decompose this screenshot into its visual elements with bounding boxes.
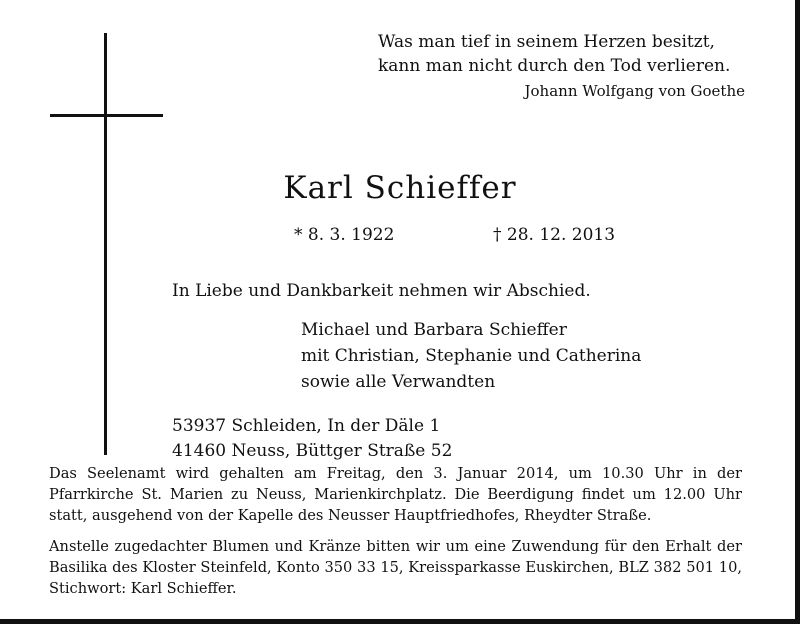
deceased-name: Karl Schieffer bbox=[283, 170, 517, 206]
cross-vertical-bar bbox=[104, 33, 107, 455]
donation-paragraph: Anstelle zugedachter Blumen und Kränze bitten wir um eine Zuwendung für den Erhalt der Basilika des Kloster Steinfeld, Konto 350 33 15, Kreissparkasse Euskirchen, BLZ 382 501 10, Stichwort: Karl Schieffer. bbox=[49, 538, 742, 597]
family-line: Michael und Barbara Schieffer bbox=[301, 320, 567, 340]
family-line: sowie alle Verwandten bbox=[301, 372, 496, 392]
service-paragraph: Das Seelenamt wird gehalten am Freitag, den 3. Januar 2014, um 10.30 Uhr in der Pfarrkirche St. Marien zu Neuss, Marienkirchplatz. Die Beerdigung findet um 12.00 Uhr statt, ausgehend von der Kapelle des Neusser Hauptfriedhofes, Rheydter Straße. bbox=[49, 465, 742, 524]
family-line: mit Christian, Stephanie und Catherina bbox=[301, 346, 642, 366]
quote bbox=[378, 30, 730, 78]
family-list bbox=[301, 317, 641, 395]
address-line: 41460 Neuss, Büttger Straße 52 bbox=[172, 441, 453, 461]
birth-date: * 8. 3. 1922 bbox=[294, 225, 395, 245]
address-block bbox=[172, 414, 452, 464]
death-date: † 28. 12. 2013 bbox=[493, 225, 616, 245]
address-line: 53937 Schleiden, In der Däle 1 bbox=[172, 416, 441, 436]
quote-author: Johann Wolfgang von Goethe bbox=[524, 82, 745, 100]
quote-line-1: Was man tief in seinem Herzen besitzt, bbox=[378, 32, 715, 52]
farewell-line: In Liebe und Dankbarkeit nehmen wir Abschied. bbox=[172, 281, 591, 301]
quote-line-2: kann man nicht durch den Tod verlieren. bbox=[378, 56, 731, 76]
cross-horizontal-bar bbox=[50, 114, 163, 117]
